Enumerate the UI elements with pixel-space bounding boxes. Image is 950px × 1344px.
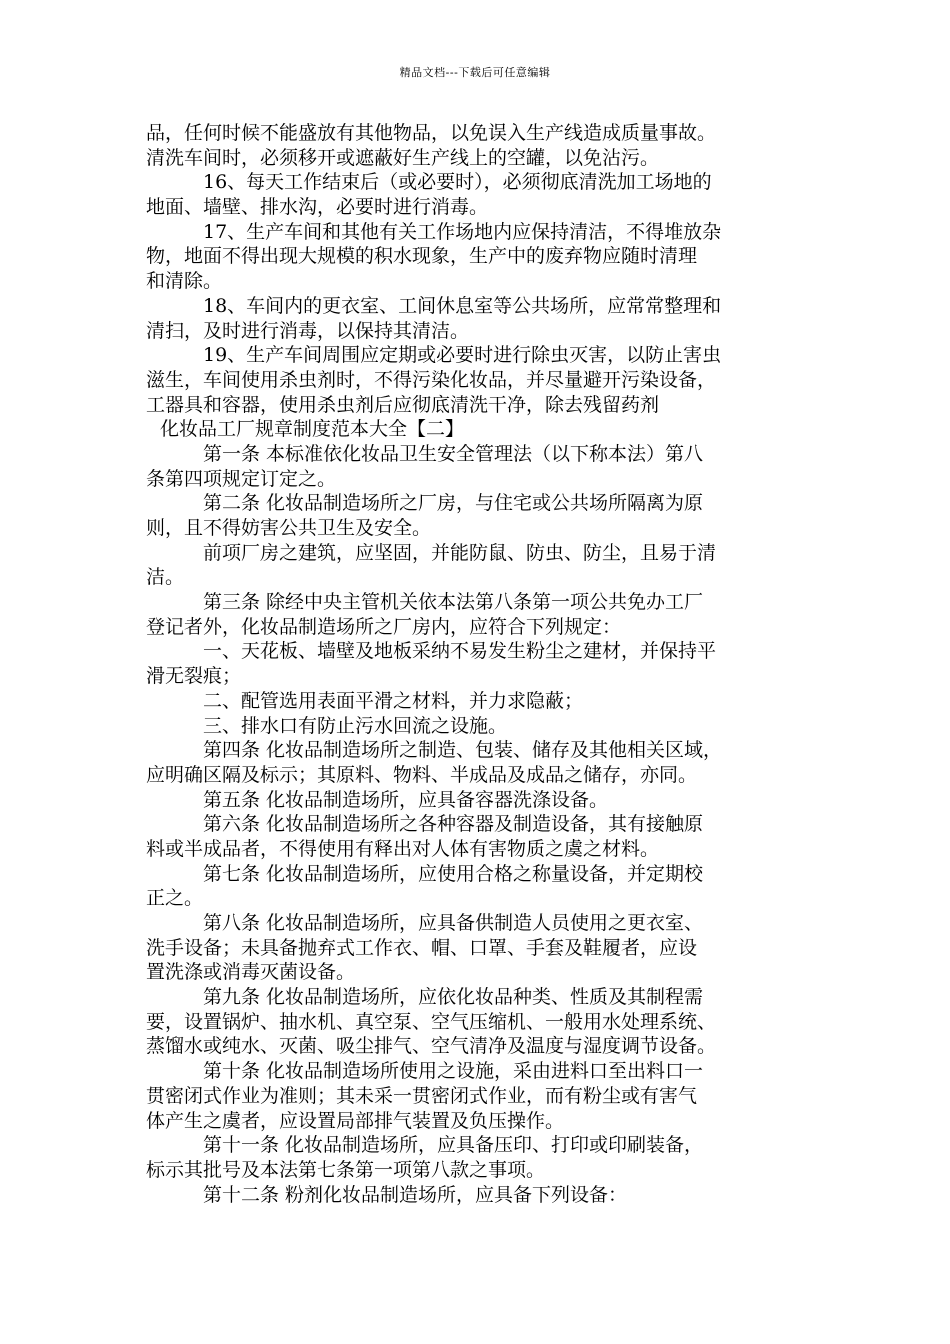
document-body <box>146 121 826 1207</box>
text-line: 洁。 <box>146 566 185 589</box>
text-line: 标示其批号及本法第七条第一项第八款之事项。 <box>146 1158 546 1181</box>
text-line: 要，设置锅炉、抽水机、真空泵、空气压缩机、一般用水处理系统、 <box>146 1010 717 1033</box>
text-line: 第五条 化妆品制造场所，应具备容器洗涤设备。 <box>203 788 609 811</box>
page-header: 精品文档---下载后可任意编辑 <box>399 66 551 79</box>
text-line: 地面、墙壁、排水沟，必要时进行消毒。 <box>146 196 489 219</box>
text-line: 清洗车间时，必须移开或遮蔽好生产线上的空罐，以免沾污。 <box>146 146 660 169</box>
text-line: 应明确区隔及标示；其原料、物料、半成品及成品之储存，亦同。 <box>146 763 698 786</box>
text-line: 一、天花板、墙壁及地板采纳不易发生粉尘之建材，并保持平 <box>203 640 717 663</box>
text-line: 品，任何时候不能盛放有其他物品，以免误入生产线造成质量事故。 <box>146 122 717 144</box>
text-line: 洗手设备；未具备抛弃式工作衣、帽、口罩、手套及鞋履者，应设 <box>146 936 698 959</box>
text-line: 第六条 化妆品制造场所之各种容器及制造设备，其有接触原 <box>203 813 704 836</box>
text-line: 三、排水口有防止污水回流之设施。 <box>203 714 508 737</box>
text-line: 前项厂房之建筑，应坚固，并能防鼠、防虫、防尘，且易于清 <box>203 541 717 564</box>
text-line: 滋生，车间使用杀虫剂时，不得污染化妆品，并尽量避开污染设备， <box>146 368 717 391</box>
text-line: 料或半成品者，不得使用有释出对人体有害物质之虞之材料。 <box>146 837 660 860</box>
text-line: 物，地面不得出现大规模的积水现象，生产中的废弃物应随时清理 <box>146 245 698 268</box>
text-line: 19、生产车间周围应定期或必要时进行除虫灭害，以防止害虫 <box>203 344 722 367</box>
text-line: 和清除。 <box>146 270 223 293</box>
text-line: 登记者外，化妆品制造场所之厂房内，应符合下列规定： <box>146 615 622 638</box>
text-line: 正之。 <box>146 887 204 910</box>
text-line: 第三条 除经中央主管机关依本法第八条第一项公共免办工厂 <box>203 591 704 614</box>
text-line: 清扫，及时进行消毒，以保持其清洁。 <box>146 319 470 342</box>
text-line: 第八条 化妆品制造场所，应具备供制造人员使用之更衣室、 <box>203 912 704 934</box>
text-line: 第一条 本标准依化妆品卫生安全管理法（以下称本法）第八 <box>203 442 704 465</box>
text-line: 滑无裂痕； <box>146 665 242 688</box>
text-line: 体产生之虞者，应设置局部排气装置及负压操作。 <box>146 1109 565 1132</box>
text-line: 则，且不得妨害公共卫生及安全。 <box>146 517 432 539</box>
text-line: 第二条 化妆品制造场所之厂房，与住宅或公共场所隔离为原 <box>203 492 704 515</box>
text-line: 17、生产车间和其他有关工作场地内应保持清洁，不得堆放杂 <box>203 220 722 243</box>
section-title: 化妆品工厂规章制度范本大全【二】 <box>160 418 465 441</box>
text-line: 第十一条 化妆品制造场所，应具备压印、打印或印刷装备， <box>203 1134 704 1157</box>
text-line: 第九条 化妆品制造场所，应依化妆品种类、性质及其制程需 <box>203 986 704 1009</box>
text-line: 蒸馏水或纯水、灭菌、吸尘排气、空气清净及温度与湿度调节设备。 <box>146 1035 717 1058</box>
text-line: 工器具和容器，使用杀虫剂后应彻底清洗干净，除去残留药剂 <box>146 393 660 416</box>
text-line: 第七条 化妆品制造场所，应使用合格之称量设备，并定期校 <box>203 862 704 885</box>
text-line: 贯密闭式作业为准则；其未采一贯密闭式作业，而有粉尘或有害气 <box>146 1084 698 1107</box>
text-line: 第十条 化妆品制造场所使用之设施，采由进料口至出料口一 <box>203 1060 704 1083</box>
text-line: 16、每天工作结束后（或必要时），必须彻底清洗加工场地的 <box>203 171 712 194</box>
text-line: 二、配管选用表面平滑之材料，并力求隐蔽； <box>203 689 584 712</box>
text-line: 条第四项规定订定之。 <box>146 467 337 490</box>
text-line: 第十二条 粉剂化妆品制造场所，应具备下列设备： <box>203 1183 628 1206</box>
text-line: 置洗涤或消毒灭菌设备。 <box>146 961 356 984</box>
text-line: 第四条 化妆品制造场所之制造、包装、储存及其他相关区域， <box>203 739 723 762</box>
text-line: 18、车间内的更衣室、工间休息室等公共场所，应常常整理和 <box>203 294 722 317</box>
